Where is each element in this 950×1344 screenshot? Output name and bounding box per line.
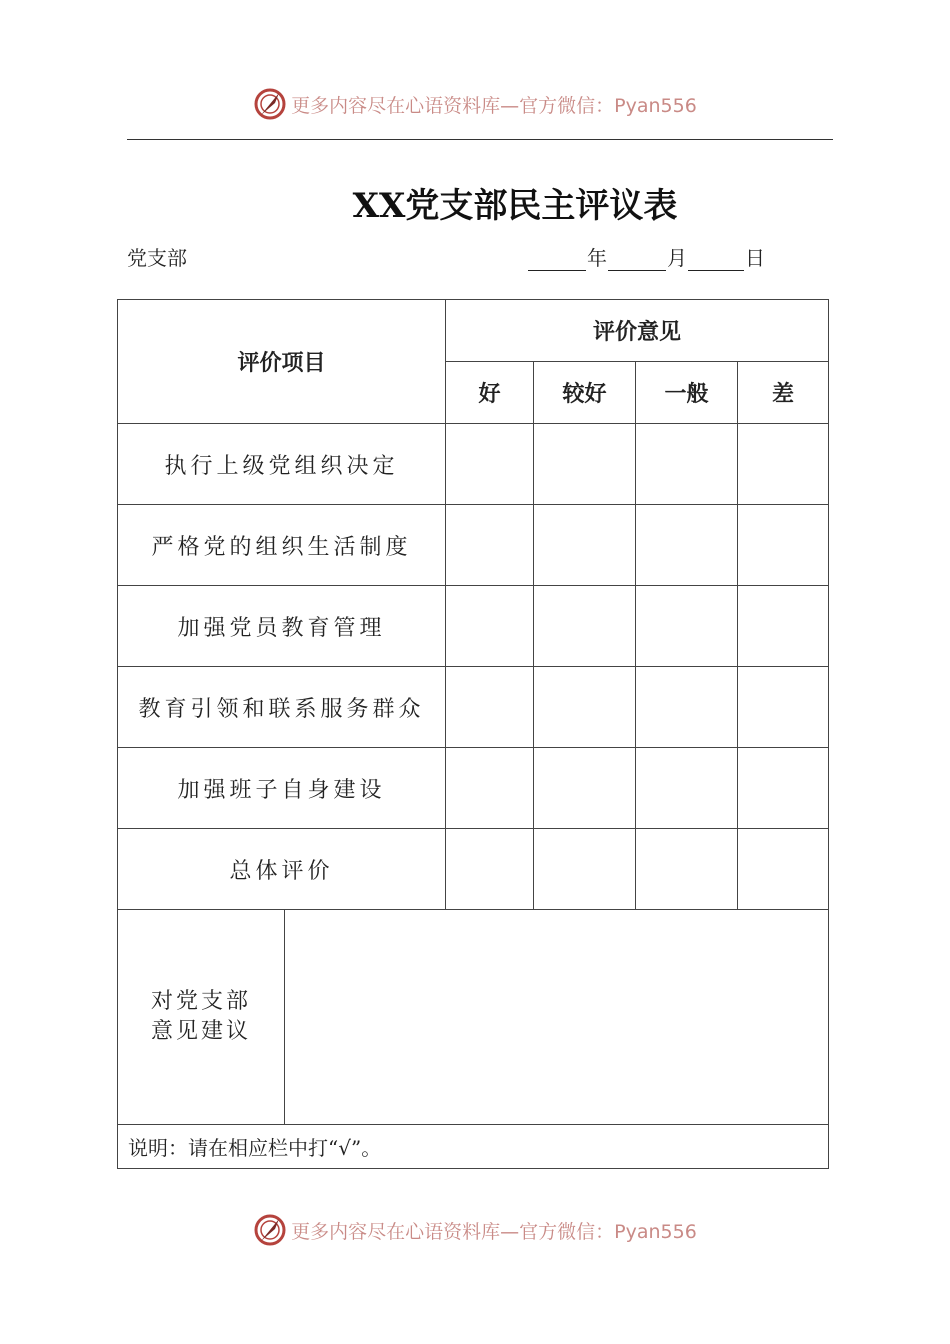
rating-cell-good[interactable] — [446, 667, 534, 748]
rating-cell-fairly-good[interactable] — [534, 424, 636, 505]
rating-cell-poor[interactable] — [738, 829, 829, 910]
rating-cell-fairly-good[interactable] — [534, 667, 636, 748]
item-header: 评价项目 — [118, 300, 446, 424]
suggestion-label-line2: 意见建议 — [150, 1019, 251, 1044]
rating-header-average: 一般 — [636, 362, 738, 424]
table-row — [118, 667, 829, 748]
rating-cell-fairly-good[interactable] — [534, 748, 636, 829]
rating-cell-poor[interactable] — [738, 424, 829, 505]
rating-cell-average[interactable] — [636, 424, 738, 505]
header-banner — [0, 84, 950, 124]
rating-cell-fairly-good[interactable] — [534, 586, 636, 667]
table-row — [118, 829, 829, 910]
rating-cell-poor[interactable] — [738, 667, 829, 748]
rating-cell-good[interactable] — [446, 748, 534, 829]
rating-cell-average[interactable] — [636, 748, 738, 829]
month-label: 月 — [667, 246, 687, 270]
suggestion-row — [118, 910, 829, 1125]
note-text: 说明：请在相应栏中打“√”。 — [118, 1125, 829, 1169]
rating-cell-good[interactable] — [446, 829, 534, 910]
quill-logo-icon — [253, 87, 287, 121]
suggestion-label — [118, 910, 285, 1125]
item-label: 严格党的组织生活制度 — [118, 505, 446, 586]
suggestion-input-area[interactable] — [285, 910, 829, 1125]
banner-text: 更多内容尽在心语资料库—官方微信：Pyan556 — [291, 1220, 697, 1243]
note-row — [118, 1125, 829, 1169]
year-label: 年 — [587, 246, 607, 270]
rating-header-good: 好 — [446, 362, 534, 424]
header-divider — [127, 139, 833, 140]
day-label: 日 — [745, 246, 765, 270]
item-label: 加强班子自身建设 — [118, 748, 446, 829]
rating-cell-average[interactable] — [636, 829, 738, 910]
footer-banner — [0, 1210, 950, 1250]
table-row — [118, 586, 829, 667]
suggestion-label-line1: 对党支部 — [150, 989, 251, 1014]
rating-header-poor: 差 — [738, 362, 829, 424]
evaluation-table — [117, 299, 829, 1169]
rating-cell-good[interactable] — [446, 586, 534, 667]
rating-cell-average[interactable] — [636, 505, 738, 586]
rating-cell-poor[interactable] — [738, 505, 829, 586]
quill-logo-icon — [253, 1213, 287, 1247]
rating-cell-fairly-good[interactable] — [534, 829, 636, 910]
rating-cell-fairly-good[interactable] — [534, 505, 636, 586]
table-row — [118, 505, 829, 586]
branch-label: 党支部 — [127, 246, 187, 270]
page-title: XX党支部民主评议表 — [352, 186, 678, 226]
item-label: 教育引领和联系服务群众 — [118, 667, 446, 748]
day-blank[interactable] — [688, 248, 744, 271]
opinion-header: 评价意见 — [446, 300, 829, 362]
rating-cell-poor[interactable] — [738, 748, 829, 829]
item-label: 执行上级党组织决定 — [118, 424, 446, 505]
rating-header-fairly-good: 较好 — [534, 362, 636, 424]
table-row — [118, 424, 829, 505]
rating-cell-good[interactable] — [446, 424, 534, 505]
item-label: 加强党员教育管理 — [118, 586, 446, 667]
rating-cell-poor[interactable] — [738, 586, 829, 667]
rating-cell-good[interactable] — [446, 505, 534, 586]
rating-cell-average[interactable] — [636, 586, 738, 667]
date-line — [528, 242, 766, 271]
year-blank[interactable] — [528, 248, 586, 271]
item-label: 总体评价 — [118, 829, 446, 910]
banner-text: 更多内容尽在心语资料库—官方微信：Pyan556 — [291, 94, 697, 117]
month-blank[interactable] — [608, 248, 666, 271]
rating-cell-average[interactable] — [636, 667, 738, 748]
table-row — [118, 748, 829, 829]
